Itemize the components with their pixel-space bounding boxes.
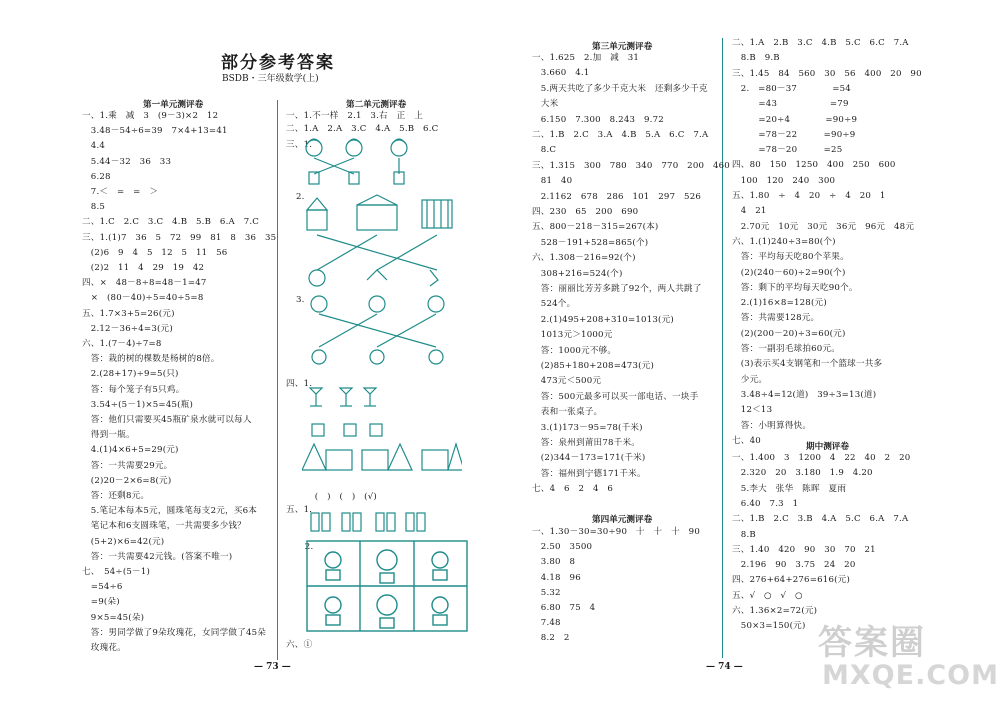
answer-line: 8.B xyxy=(732,529,756,540)
answer-line: 2. xyxy=(296,542,314,552)
answer-line: 2.70元 10元 30元 36元 96元 48元 xyxy=(732,221,915,232)
answer-line: (2)(200－20)÷3=60(元) xyxy=(732,328,846,339)
answer-line: 二、1.B 2.C 3.B 4.A 5.C 6.A 7.A xyxy=(732,514,909,525)
answer-line: 81 40 xyxy=(532,176,573,187)
answer-line: 524个。 xyxy=(532,299,576,310)
answer-line: (2)344－173=171(千米) xyxy=(532,453,646,464)
answer-line: 2.1162 678 286 101 297 526 xyxy=(532,191,702,202)
observation-illustration-lamps xyxy=(302,380,462,490)
answer-line: 8.2 2 xyxy=(532,633,570,644)
answer-line: 答：一副羽毛球拍60元。 xyxy=(732,344,841,354)
answer-line: 3.54÷(5－1)×5=45(瓶) xyxy=(82,399,194,410)
answer-line: 100 120 240 300 xyxy=(732,175,836,186)
answer-line: 5.32 xyxy=(532,587,561,598)
answer-line: (2)(240－60)÷2=90(个) xyxy=(732,267,846,278)
answer-line: 少元。 xyxy=(732,374,768,385)
answer-line: 答：平均每天吃80个苹果。 xyxy=(732,252,849,263)
answer-line: 二、1.A 2.A 3.C 4.A 5.B 6.C xyxy=(286,124,439,134)
section-heading-unit1: 第一单元测评卷 xyxy=(143,100,204,110)
answer-line: 答：小明算得快。 xyxy=(732,420,812,431)
answer-line: 六、① xyxy=(286,640,313,650)
answer-line: 3.80 8 xyxy=(532,557,576,568)
answer-line: 8.B 9.B xyxy=(732,53,780,64)
answer-line: 5.李大 张华 陈晖 夏雨 xyxy=(732,483,847,494)
answer-line: 答：剩下的平均每天吃90个。 xyxy=(732,282,858,293)
answer-line: 12＜13 xyxy=(732,405,773,416)
answer-line: 2.196 90 3.75 24 20 xyxy=(732,560,856,571)
answer-line: 答：男同学做了9朵玫瑰花，女同学做了45朵 xyxy=(82,627,267,638)
answer-line: (2)6 9 4 5 12 5 11 56 xyxy=(82,247,228,258)
answer-line: 七、4 6 2 4 6 xyxy=(532,484,614,495)
matching-illustration-animals xyxy=(302,292,462,372)
answer-line: (2)2 11 4 29 19 42 xyxy=(82,263,205,273)
answer-line: 答：还剩8元。 xyxy=(82,491,150,501)
matching-illustration-buildings xyxy=(302,190,462,290)
answer-line: 六、1.(1)240÷3=80(个) xyxy=(732,236,836,247)
answer-line: 答：一共需要42元钱。(答案不唯一) xyxy=(82,551,233,562)
answer-line: 7.＜ = = ＞ xyxy=(82,187,159,197)
answer-line: 308+216=524(个) xyxy=(532,268,623,279)
page-number-left: — 73 — xyxy=(254,662,291,672)
answer-line: 2.50 3500 xyxy=(532,542,593,553)
answer-line: (5+2)×6=42(元) xyxy=(82,536,165,547)
answer-line: 2.(28+17)÷9=5(只) xyxy=(82,369,179,380)
answer-line: × (80－40)÷5=40÷5=8 xyxy=(82,293,204,304)
answer-line: 表和一张桌子。 xyxy=(532,407,603,418)
answer-line: 二、1.A 2.B 3.C 4.B 5.C 6.C 7.A xyxy=(732,38,909,48)
answer-line: 一、1.625 2.加 减 31 xyxy=(532,53,640,63)
answer-line: =78－22 =90÷9 xyxy=(732,129,856,140)
answer-line: 5.44－32 36 33 xyxy=(82,156,172,167)
answer-line: 三、1.40 420 90 30 70 21 xyxy=(732,544,876,555)
observation-illustration-bottles xyxy=(306,505,436,535)
answer-line: 4.(1)4×6+5=29(元) xyxy=(82,445,179,456)
section-heading-unit3: 第三单元测评卷 xyxy=(592,42,653,52)
answer-line: 4.18 96 xyxy=(532,572,581,583)
answer-line: 答：1000元不够。 xyxy=(532,345,617,356)
answer-line: 五、1.7×3+5=26(元) xyxy=(82,308,175,319)
answer-line: 1013元＞1000元 xyxy=(532,330,613,341)
answer-line: 473元＜500元 xyxy=(532,376,602,387)
answer-line: 7.48 xyxy=(532,618,561,629)
answer-line: 六、1.(7－4)÷7=8 xyxy=(82,339,162,349)
page-subtitle: BSDB・三年级数学(上) xyxy=(222,74,319,84)
answer-line: 笔记本和6支圆珠笔，一共需要多少钱？ xyxy=(82,521,246,532)
answer-line: 答：一共需要29元。 xyxy=(82,460,173,471)
column-divider xyxy=(277,100,278,660)
watermark-url: MXQE.COM xyxy=(822,660,999,691)
answer-line: 四、1. xyxy=(286,379,313,389)
answer-line: 三、1.(1)7 36 5 72 99 81 8 36 35 xyxy=(82,232,277,243)
answer-line: 二、1.B 2.C 3.A 4.B 5.A 6.C 7.A xyxy=(532,130,709,140)
answer-line: (2)85+180+208=473(元) xyxy=(532,361,655,371)
answer-line: 三、1.315 300 780 340 770 200 460 xyxy=(532,160,730,171)
answer-line: 4.4 xyxy=(82,141,106,152)
answer-line: 一、1.30－30=30÷90 十 十 十 90 xyxy=(532,527,701,537)
answer-line: 3. xyxy=(296,295,305,305)
answer-line: 8.5 xyxy=(82,202,106,213)
answer-line: 6.40 7.3 1 xyxy=(732,498,799,509)
section-heading-midterm: 期中测评卷 xyxy=(806,442,849,452)
answer-line: 答：福州到宁德171千米。 xyxy=(532,468,646,479)
page-number-right: — 74 — xyxy=(706,662,743,672)
section-heading-unit4: 第四单元测评卷 xyxy=(592,515,653,525)
answer-line: 六、1.36×2=72(元) xyxy=(732,606,818,616)
answer-line: 3.48－54÷6=39 7×4+13=41 xyxy=(82,126,228,137)
answer-line: (2)20－2×6=8(元) xyxy=(82,475,172,486)
answer-line: 4 21 xyxy=(732,206,767,217)
answer-line: 答：丽丽比芳芳多跳了92个，两人共跳了 xyxy=(532,284,702,294)
answer-line: 答：栽的树的棵数是杨树的8倍。 xyxy=(82,354,220,365)
answer-line: 3.(1)173－95=78(千米) xyxy=(532,422,643,433)
answer-line: 一、1.乘 减 3 (9－3)×2 12 xyxy=(82,111,219,121)
answer-line: 8.C xyxy=(532,145,557,156)
answer-line: =54÷6 xyxy=(82,582,123,593)
answer-line: 528－191+528=865(个) xyxy=(532,237,649,248)
answer-line: 二、1.C 2.C 3.C 4.B 5.B 6.A 7.C xyxy=(82,217,260,228)
observation-illustration-grid xyxy=(306,540,468,632)
watermark-logo: 答案圈 xyxy=(818,623,926,663)
section-heading-unit2: 第二单元测评卷 xyxy=(346,100,407,110)
answer-line: 玫瑰花。 xyxy=(82,643,126,653)
answer-line: 五、800－218－315=267(本) xyxy=(532,222,659,233)
answer-line: 3.48÷4=12(道) 39÷3=13(道) xyxy=(732,389,877,400)
matching-illustration-faces xyxy=(302,136,432,186)
answer-line: 2.(1)16×8=128(元) xyxy=(732,298,827,309)
answer-line: 5.笔记本每本5元，圆珠笔每支2元，买6本 xyxy=(82,506,258,517)
answer-line: 四、80 150 1250 400 250 600 xyxy=(732,160,896,171)
answer-line: 四、276+64+276=616(元) xyxy=(732,575,851,586)
answer-line: =78－20 =25 xyxy=(732,145,843,156)
answer-line: 四、230 65 200 690 xyxy=(532,207,639,217)
answer-line: 2.320 20 3.180 1.9 4.20 xyxy=(732,468,873,479)
answer-line: 9×5=45(朵) xyxy=(82,612,145,623)
answer-line: 大米 xyxy=(532,99,559,110)
answer-line: 一、1.400 3 1200 4 22 40 2 20 xyxy=(732,453,911,463)
column-divider xyxy=(722,38,723,658)
answer-line: 得到一瓶。 xyxy=(82,430,135,441)
answer-line: =43 =79 xyxy=(732,99,849,110)
answer-line: 答：共需要128元。 xyxy=(732,313,820,324)
answer-line: 2.12－36÷4=3(元) xyxy=(82,323,173,334)
answer-line: 2. =80－37 =54 xyxy=(732,83,851,94)
answer-line: ( ) ( ) (√) xyxy=(306,492,377,502)
answer-line: =9(朵) xyxy=(82,597,120,608)
answer-line: 六、1.308－216=92(个) xyxy=(532,253,636,264)
answer-line: =20÷4 =90÷9 xyxy=(732,114,858,125)
answer-line: 答：每个笼子有5只鸡。 xyxy=(82,384,185,395)
page-title: 部分参考答案 xyxy=(221,53,335,73)
answer-line: 2. xyxy=(296,192,305,202)
answer-line: 答：他们只需要买45瓶矿泉水就可以每人 xyxy=(82,415,252,425)
answer-line: 答：泉州到莆田78千米。 xyxy=(532,438,641,448)
answer-line: 3.660 4.1 xyxy=(532,68,590,79)
answer-line: 三、1. xyxy=(286,140,313,150)
answer-line: 七、40 xyxy=(732,435,761,446)
answer-line: 答：500元最多可以买一部电话、一块手 xyxy=(532,391,699,402)
answer-line: 5.两天共吃了多少千克大米 还剩多少千克 xyxy=(532,83,708,94)
answer-line: 三、1.45 84 560 30 56 400 20 90 xyxy=(732,68,922,79)
answer-line: 五、1.80 ÷ 4 20 ÷ 4 20 1 xyxy=(732,191,886,201)
answer-line: 七、 54÷(5－1) xyxy=(82,567,151,577)
answer-line: 6.150 7.300 8.243 9.72 xyxy=(532,114,664,125)
answer-line: 50×3=150(元) xyxy=(732,621,806,632)
answer-line: 四、× 48－8÷8=48－1=47 xyxy=(82,278,207,289)
answer-line: 一、1.不一样 2.1 3.右 正 上 xyxy=(286,111,423,121)
answer-line: 6.80 75 4 xyxy=(532,603,596,613)
answer-line: (3)表示买4支钢笔和一个篮球一共多 xyxy=(732,359,883,370)
answer-line: 2.(1)495+208+310=1013(元) xyxy=(532,314,674,325)
answer-line: 五、1. xyxy=(286,505,313,515)
answer-line: 五、√ ○ √ ○ xyxy=(732,590,803,601)
answer-line: 6.28 xyxy=(82,171,111,182)
